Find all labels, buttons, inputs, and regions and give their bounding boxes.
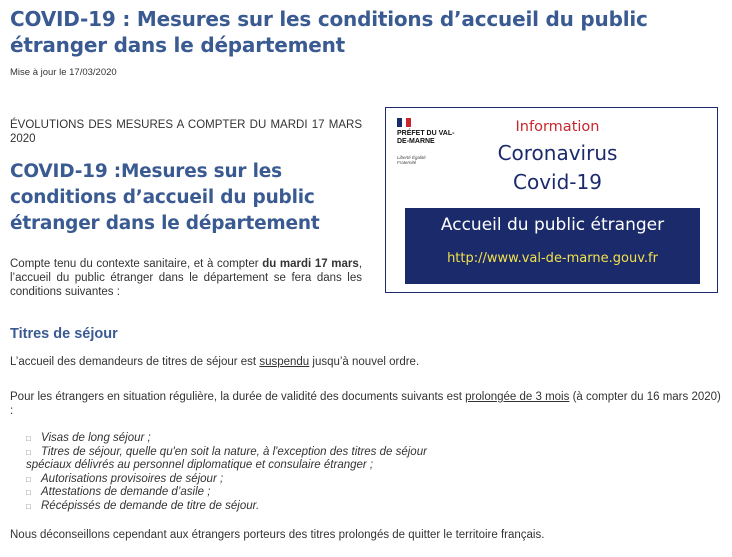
list-item-text: Récépissés de demande de titre de séjour. (41, 499, 260, 512)
square-bullet-icon: □ (26, 474, 31, 484)
article-subtitle: COVID-19 :Mesures sur les conditions d’accueil du public étranger dans le département (10, 161, 320, 234)
evolutions-heading: ÉVOLUTIONS DES MESURES A COMPTER DU MARDI 17 MARS 2020 (10, 119, 362, 145)
list-item-text: Visas de long séjour ; (41, 432, 151, 444)
list-item (26, 473, 526, 487)
intro-bold-date: du mardi 17 mars (262, 258, 359, 270)
list-item-text: Titres de séjour, quelle qu'en soit la nature, à l'exception des titres de séjour (41, 445, 427, 458)
list-item-text: Attestations de demande d’asile ; (41, 486, 211, 498)
prefecture-url: http://www.val-de-marne.gouv.fr (447, 251, 658, 266)
list-item (26, 500, 526, 514)
square-bullet-icon: □ (26, 501, 31, 511)
p2-text-1: Pour les étrangers en situation régulière, la durée de validité des documents suivants est (10, 391, 466, 403)
p1-text-1: L’accueil des demandeurs de titres de séjour est (10, 356, 260, 368)
information-label: Information (515, 119, 600, 135)
list-item-text: Autorisations provisoires de séjour ; (41, 472, 224, 485)
covid-line: Covid-19 (513, 170, 602, 194)
intro-paragraph (10, 257, 362, 299)
p1-underlined: suspendu (259, 356, 310, 368)
republic-motto: Liberté Égalité Fraternité (397, 155, 426, 165)
prolongation-paragraph (10, 390, 722, 418)
coronavirus-info-image (385, 107, 718, 293)
list-item (26, 486, 526, 500)
p1-text-2: jusqu’à nouvel ordre. (309, 356, 420, 368)
p2-underlined: prolongée de 3 mois (465, 391, 570, 403)
list-item (26, 432, 526, 446)
list-item-continuation (26, 459, 526, 473)
section-heading-titres: Titres de séjour (10, 326, 118, 342)
advice-paragraph: Nous déconseillons cependant aux étrangers porteurs des titres prolongés de quitter le territoire français. (10, 529, 545, 541)
intro-text-1: Compte tenu du contexte sanitaire, et à compter (10, 258, 263, 270)
coronavirus-line: Coronavirus (497, 141, 618, 165)
update-date: Mise à jour le 17/03/2020 (10, 67, 117, 78)
intro-text-2: , l’accueil du public étranger dans le département se fera dans les conditions suivantes : (10, 258, 363, 298)
prefet-logo-text: PRÉFET DU VAL-DE-MARNE (397, 130, 455, 145)
suspension-paragraph (10, 355, 722, 369)
list-item (26, 446, 526, 460)
list-item-text: spéciaux délivrés au personnel diplomatique et consulaire étranger ; (26, 459, 374, 471)
square-bullet-icon: □ (26, 434, 31, 443)
square-bullet-icon: □ (26, 447, 31, 457)
square-bullet-icon: □ (26, 488, 31, 497)
accueil-panel (405, 208, 700, 284)
p2-text-2: (à compter du 16 mars 2020) : (10, 391, 721, 417)
document-list (26, 432, 526, 513)
panel-title: Accueil du public étranger (440, 215, 665, 235)
coronavirus-title (386, 139, 719, 197)
page-title: COVID-19 : Mesures sur les conditions d’accueil du public étranger dans le département (10, 7, 648, 57)
